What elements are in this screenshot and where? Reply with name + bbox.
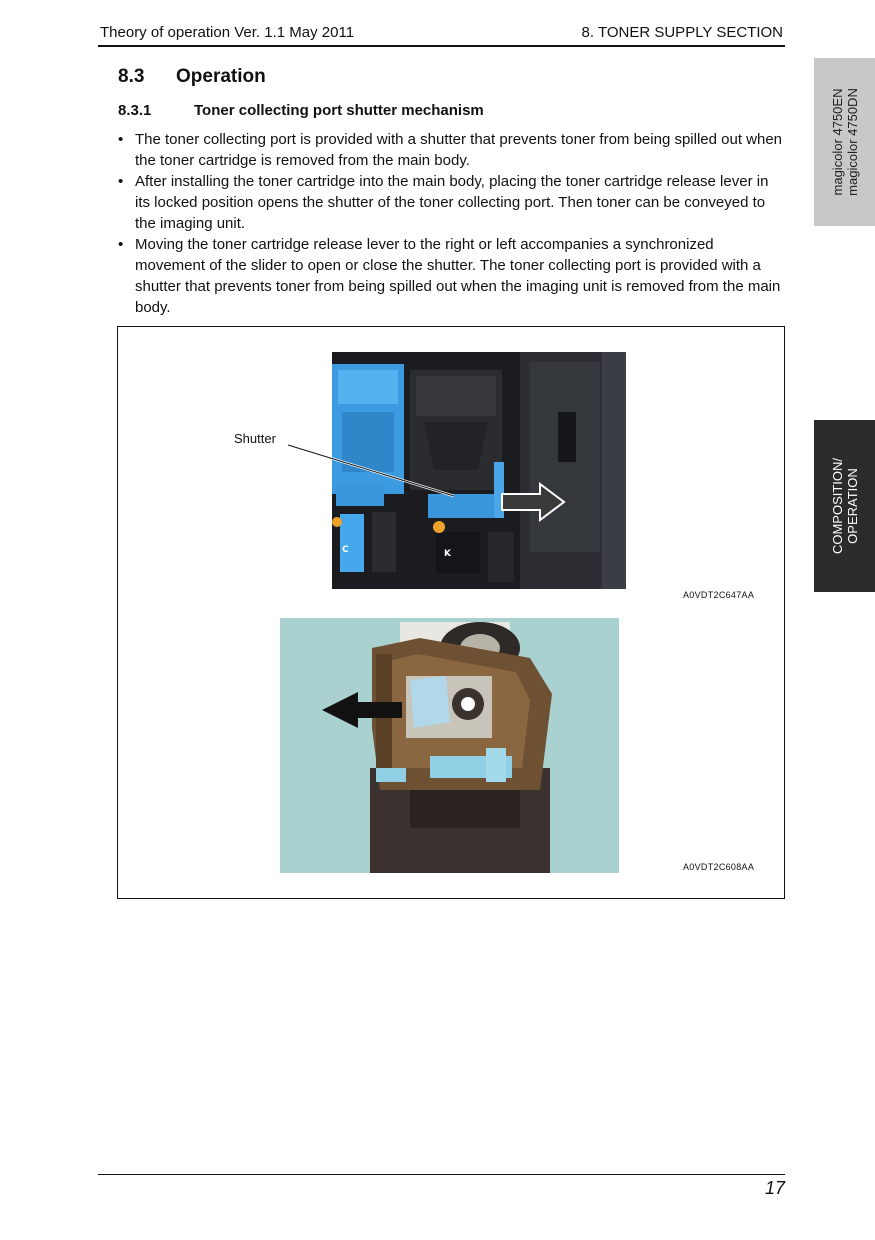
- subsection-number: 8.3.1: [118, 102, 152, 119]
- cartridge-k-label: K: [444, 549, 451, 559]
- header-right: 8. TONER SUPPLY SECTION: [581, 24, 783, 41]
- figure-code-top: A0VDT2C647AA: [683, 590, 755, 600]
- section-tab-line1: COMPOSITION/: [829, 457, 845, 555]
- subsection-heading: [118, 102, 484, 119]
- bullet-item: • The toner collecting port is provided with a shutter that prevents toner from being spilled out when the toner cartridge is removed from the main body.: [118, 129, 784, 171]
- model-tab-line1: magicolor 4750EN: [829, 88, 845, 196]
- page-number: 17: [764, 1178, 785, 1198]
- section-heading: [118, 66, 266, 88]
- model-tab: [814, 58, 875, 226]
- bullet-list: [118, 129, 784, 318]
- cartridge-illustration: [332, 352, 626, 589]
- header-rule: [98, 45, 785, 47]
- cartridge-photo: [332, 352, 626, 589]
- section-number: 8.3: [118, 66, 145, 87]
- section-tab-line2: OPERATION: [844, 468, 860, 544]
- footer-rule: [98, 1174, 785, 1175]
- section-title: Operation: [176, 66, 266, 87]
- bullet-item: • Moving the toner cartridge release lever to the right or left accompanies a synchronized movement of the slider to open or close the shutter. The toner collecting port is provided with a shutter that prevents toner from being spilled out when the imaging unit is removed from the main body.: [118, 234, 784, 318]
- subsection-title: Toner collecting port shutter mechanism: [194, 102, 484, 119]
- cartridge-c-label: C: [342, 545, 349, 555]
- section-tab: [814, 420, 875, 592]
- shutter-photo: [280, 618, 619, 873]
- header-left: Theory of operation Ver. 1.1 May 2011: [100, 24, 355, 41]
- figure-code-bottom: A0VDT2C608AA: [683, 862, 755, 872]
- model-tab-line2: magicolor 4750DN: [844, 88, 860, 196]
- shutter-label: Shutter: [234, 431, 276, 446]
- shutter-illustration: [280, 618, 619, 873]
- bullet-item: • After installing the toner cartridge into the main body, placing the toner cartridge release lever in its locked position opens the shutter of the toner collecting port. Then toner can be conveyed to the imaging unit.: [118, 171, 784, 234]
